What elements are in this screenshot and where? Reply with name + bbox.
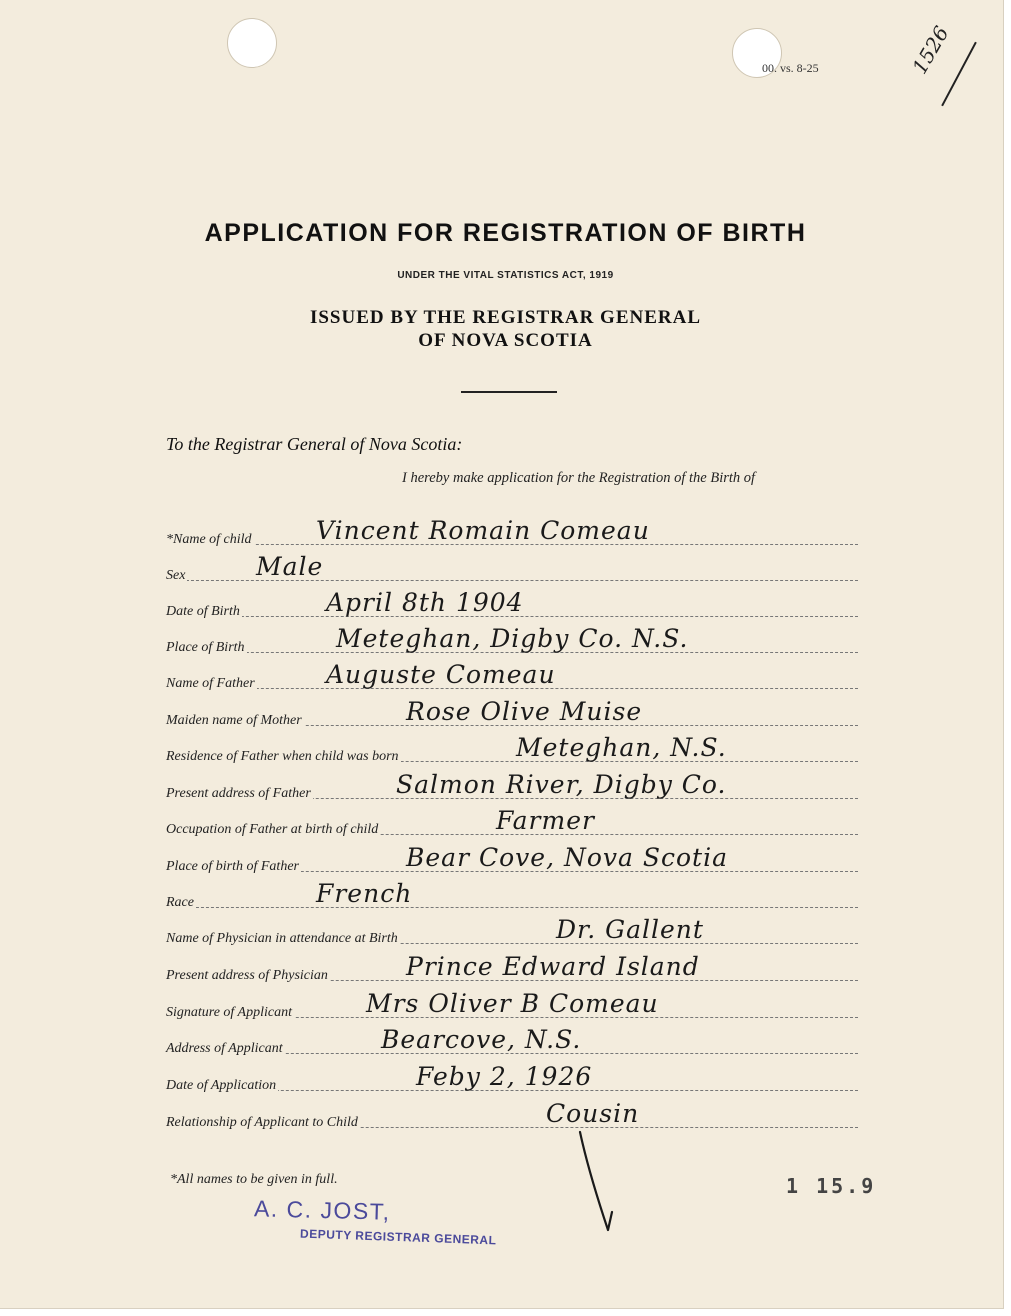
field-handwritten-value: Bearcove, N.S. bbox=[381, 1025, 582, 1054]
form-field-row bbox=[166, 729, 858, 765]
field-label: Occupation of Father at birth of child bbox=[166, 822, 379, 837]
stamp-name: A. C. JOST, bbox=[253, 1195, 391, 1225]
field-handwritten-value: Vincent Romain Comeau bbox=[316, 516, 650, 545]
form-field-row bbox=[166, 584, 858, 620]
slash-mark bbox=[941, 42, 977, 107]
field-label: Name of Physician in attendance at Birth bbox=[166, 931, 398, 946]
field-handwritten-value: April 8th 1904 bbox=[326, 588, 524, 617]
issuer-line-2: OF NOVA SCOTIA bbox=[418, 330, 593, 351]
form-field-row bbox=[166, 839, 858, 875]
field-label: Date of Application bbox=[166, 1078, 277, 1093]
form-field-row bbox=[166, 1021, 858, 1057]
field-label: Residence of Father when child was born bbox=[166, 749, 399, 764]
field-handwritten-value: Farmer bbox=[496, 806, 595, 835]
form-subtitle: UNDER THE VITAL STATISTICS ACT, 1919 bbox=[397, 270, 614, 281]
form-field-row bbox=[166, 548, 858, 584]
pen-stroke-mark bbox=[578, 1130, 628, 1240]
form-field-row bbox=[166, 802, 858, 838]
form-title: APPLICATION FOR REGISTRATION OF BIRTH bbox=[204, 219, 807, 247]
footnote: *All names to be given in full. bbox=[170, 1172, 338, 1187]
field-label: *Name of child bbox=[166, 532, 252, 547]
issuer-line-1: ISSUED BY THE REGISTRAR GENERAL bbox=[309, 307, 702, 328]
issuer bbox=[0, 306, 1011, 352]
title-rule bbox=[461, 391, 557, 393]
field-handwritten-value: Cousin bbox=[546, 1099, 640, 1128]
field-label: Relationship of Applicant to Child bbox=[166, 1115, 358, 1130]
field-dotted-line bbox=[166, 907, 858, 908]
intro-text: I hereby make application for the Registration of the Birth of bbox=[402, 470, 756, 486]
field-label: Name of Father bbox=[166, 676, 255, 691]
stamp-title: DEPUTY REGISTRAR GENERAL bbox=[299, 1226, 497, 1248]
form-field-row bbox=[166, 620, 858, 656]
field-label: Present address of Father bbox=[166, 786, 311, 801]
field-label: Place of birth of Father bbox=[166, 859, 299, 874]
field-label: Race bbox=[166, 895, 194, 910]
form-field-row bbox=[166, 1095, 858, 1131]
form-field-row bbox=[166, 766, 858, 802]
field-label: Signature of Applicant bbox=[166, 1005, 292, 1020]
field-handwritten-value: Prince Edward Island bbox=[406, 952, 700, 981]
form-field-row bbox=[166, 985, 858, 1021]
field-handwritten-value: Bear Cove, Nova Scotia bbox=[406, 843, 728, 872]
form-field-row bbox=[166, 911, 858, 947]
field-label: Maiden name of Mother bbox=[166, 713, 302, 728]
field-handwritten-value: Meteghan, Digby Co. N.S. bbox=[336, 624, 689, 653]
field-handwritten-value: Meteghan, N.S. bbox=[516, 733, 727, 762]
field-handwritten-value: Auguste Comeau bbox=[326, 660, 556, 689]
salutation: To the Registrar General of Nova Scotia: bbox=[166, 434, 463, 454]
form-field-row bbox=[166, 512, 858, 548]
field-label: Place of Birth bbox=[166, 640, 245, 655]
punch-hole-left bbox=[227, 18, 277, 68]
file-number: 1526 bbox=[907, 21, 954, 79]
field-handwritten-value: French bbox=[316, 879, 413, 908]
field-handwritten-value: Feby 2, 1926 bbox=[416, 1062, 593, 1091]
field-handwritten-value: Male bbox=[256, 552, 324, 581]
form-field-row bbox=[166, 1058, 858, 1094]
field-label: Present address of Physician bbox=[166, 968, 328, 983]
archive-number: 1 15.9 bbox=[786, 1174, 877, 1198]
field-label: Date of Birth bbox=[166, 604, 240, 619]
form-code: 00. vs. 8-25 bbox=[762, 61, 819, 75]
field-handwritten-value: Mrs Oliver B Comeau bbox=[366, 989, 659, 1018]
field-label: Address of Applicant bbox=[166, 1041, 283, 1056]
field-handwritten-value: Dr. Gallent bbox=[556, 915, 704, 944]
form-field-row bbox=[166, 875, 858, 911]
field-handwritten-value: Salmon River, Digby Co. bbox=[396, 770, 727, 799]
form-field-row bbox=[166, 693, 858, 729]
form-field-row bbox=[166, 948, 858, 984]
field-handwritten-value: Rose Olive Muise bbox=[406, 697, 643, 726]
field-label: Sex bbox=[166, 568, 186, 583]
form-field-row bbox=[166, 656, 858, 692]
